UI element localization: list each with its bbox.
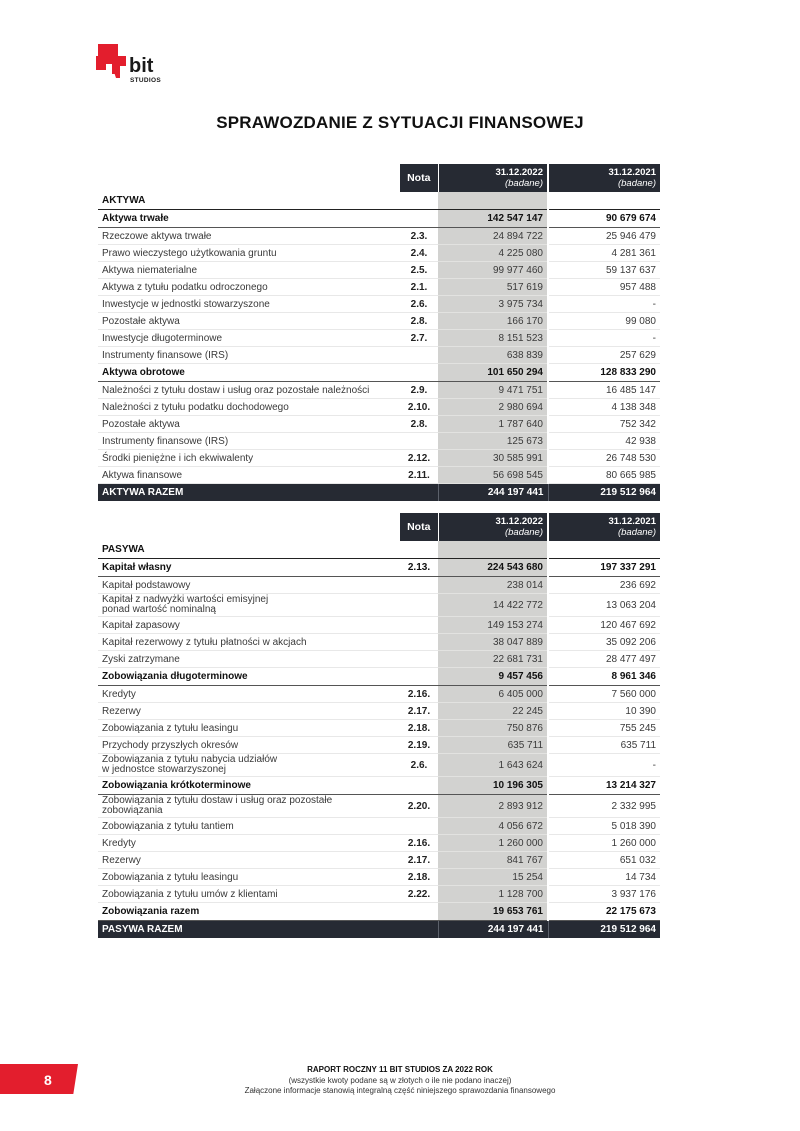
svg-text:bit: bit: [129, 55, 154, 77]
table-row: Należności z tytułu dostaw i usług oraz pozostałe należności 2.9. 9 471 751 16 485 147: [98, 382, 660, 399]
table-row: Inwestycje długoterminowe 2.7. 8 151 523 -: [98, 330, 660, 347]
table-row: Zobowiązania z tytułu nabycia udziałów w jednostce stowarzyszonej 2.6. 1 643 624 -: [98, 754, 660, 777]
subtotal-row-total-liabilities: Zobowiązania razem 19 653 761 22 175 673: [98, 903, 660, 921]
table-row: Instrumenty finansowe (IRS) 638 839 257 629: [98, 347, 660, 364]
table-row: Aktywa z tytułu podatku odroczonego 2.1. 517 619 957 488: [98, 279, 660, 296]
table-row: Pozostałe aktywa 2.8. 1 787 640 752 342: [98, 416, 660, 433]
table-row: Środki pieniężne i ich ekwiwalenty 2.12. 30 585 991 26 748 530: [98, 450, 660, 467]
table-row: Przychody przyszłych okresów 2.19. 635 711 635 711: [98, 737, 660, 754]
table-row: Należności z tytułu podatku dochodowego 2.10. 2 980 694 4 138 348: [98, 399, 660, 416]
assets-table: [98, 164, 660, 501]
liabilities-table: [98, 513, 660, 938]
table-row: Prawo wieczystego użytkowania gruntu 2.4. 4 225 080 4 281 361: [98, 245, 660, 262]
header-2021: 31.12.2021 (badane): [548, 513, 660, 541]
subtotal-row-short-term-liabilities: Zobowiązania krótkoterminowe 10 196 305 13 214 327: [98, 777, 660, 795]
11-bit-studios-logo-icon: [96, 42, 176, 86]
table-row: Kredyty 2.16. 6 405 000 7 560 000: [98, 686, 660, 703]
company-logo: [96, 42, 176, 86]
total-row-assets: AKTYWA RAZEM 244 197 441 219 512 964: [98, 484, 660, 502]
table-header: [98, 164, 660, 192]
table-row: Rezerwy 2.17. 22 245 10 390: [98, 703, 660, 720]
table-row: Inwestycje w jednostki stowarzyszone 2.6. 3 975 734 -: [98, 296, 660, 313]
subtotal-row-long-term-liabilities: Zobowiązania długoterminowe 9 457 456 8 961 346: [98, 668, 660, 686]
header-2022: 31.12.2022 (badane): [438, 513, 548, 541]
header-2021: 31.12.2021 (badane): [548, 164, 660, 192]
table-row: Aktywa niematerialne 2.5. 99 977 460 59 137 637: [98, 262, 660, 279]
page-footer: [200, 1065, 600, 1097]
table-row: Aktywa finansowe 2.11. 56 698 545 80 665 985: [98, 467, 660, 484]
subtotal-row-equity: Kapitał własny 2.13. 224 543 680 197 337 291: [98, 559, 660, 577]
footer-report-title: RAPORT ROCZNY 11 BIT STUDIOS ZA 2022 ROK: [307, 1065, 493, 1074]
page-title: SPRAWOZDANIE Z SYTUACJI FINANSOWEJ: [216, 113, 584, 132]
table-row: Zobowiązania z tytułu umów z klientami 2.22. 1 128 700 3 937 176: [98, 886, 660, 903]
table-row: Rezerwy 2.17. 841 767 651 032: [98, 852, 660, 869]
table-row: Instrumenty finansowe (IRS) 125 673 42 938: [98, 433, 660, 450]
subtotal-row-non-current-assets: Aktywa trwałe 142 547 147 90 679 674: [98, 210, 660, 228]
header-nota: Nota: [400, 164, 438, 192]
table-row: Zobowiązania z tytułu tantiem 4 056 672 5 018 390: [98, 818, 660, 835]
header-2022: 31.12.2022 (badane): [438, 164, 548, 192]
header-spacer: [98, 164, 400, 192]
page-number: 8: [44, 1072, 52, 1088]
table-row: Zobowiązania z tytułu leasingu 2.18. 750 876 755 245: [98, 720, 660, 737]
header-spacer: [98, 513, 400, 541]
table-row: Zobowiązania z tytułu dostaw i usług oraz pozostałe zobowiązania 2.20. 2 893 912 2 332 995: [98, 795, 660, 818]
table-row: Zobowiązania z tytułu leasingu 2.18. 15 254 14 734: [98, 869, 660, 886]
table-row: Rzeczowe aktywa trwałe 2.3. 24 894 722 25 946 479: [98, 228, 660, 245]
table-row: Kapitał zapasowy 149 153 274 120 467 692: [98, 617, 660, 634]
svg-text:STUDIOS: STUDIOS: [130, 77, 161, 84]
table-row: Kapitał rezerwowy z tytułu płatności w akcjach 38 047 889 35 092 206: [98, 634, 660, 651]
table-row: Kapitał podstawowy 238 014 236 692: [98, 577, 660, 594]
table-row: Zyski zatrzymane 22 681 731 28 477 497: [98, 651, 660, 668]
section-header-assets: AKTYWA: [98, 192, 660, 210]
footer-currency-note: (wszystkie kwoty podane są w złotych o ile nie podano inaczej): [288, 1075, 512, 1085]
footer-disclaimer: Załączone informacje stanowią integralną część niniejszego sprawozdania finansowego: [244, 1086, 556, 1095]
table-row: Pozostałe aktywa 2.8. 166 170 99 080: [98, 313, 660, 330]
subtotal-row-current-assets: Aktywa obrotowe 101 650 294 128 833 290: [98, 364, 660, 382]
table-header: [98, 513, 660, 541]
table-row: Kredyty 2.16. 1 260 000 1 260 000: [98, 835, 660, 852]
header-nota: Nota: [400, 513, 438, 541]
section-header-liabilities: PASYWA: [98, 541, 660, 559]
table-row: Kapitał z nadwyżki wartości emisyjnej ponad wartość nominalną 14 422 772 13 063 204: [98, 594, 660, 617]
total-row-liabilities: PASYWA RAZEM 244 197 441 219 512 964: [98, 921, 660, 939]
page-number-tab: [0, 1064, 78, 1094]
